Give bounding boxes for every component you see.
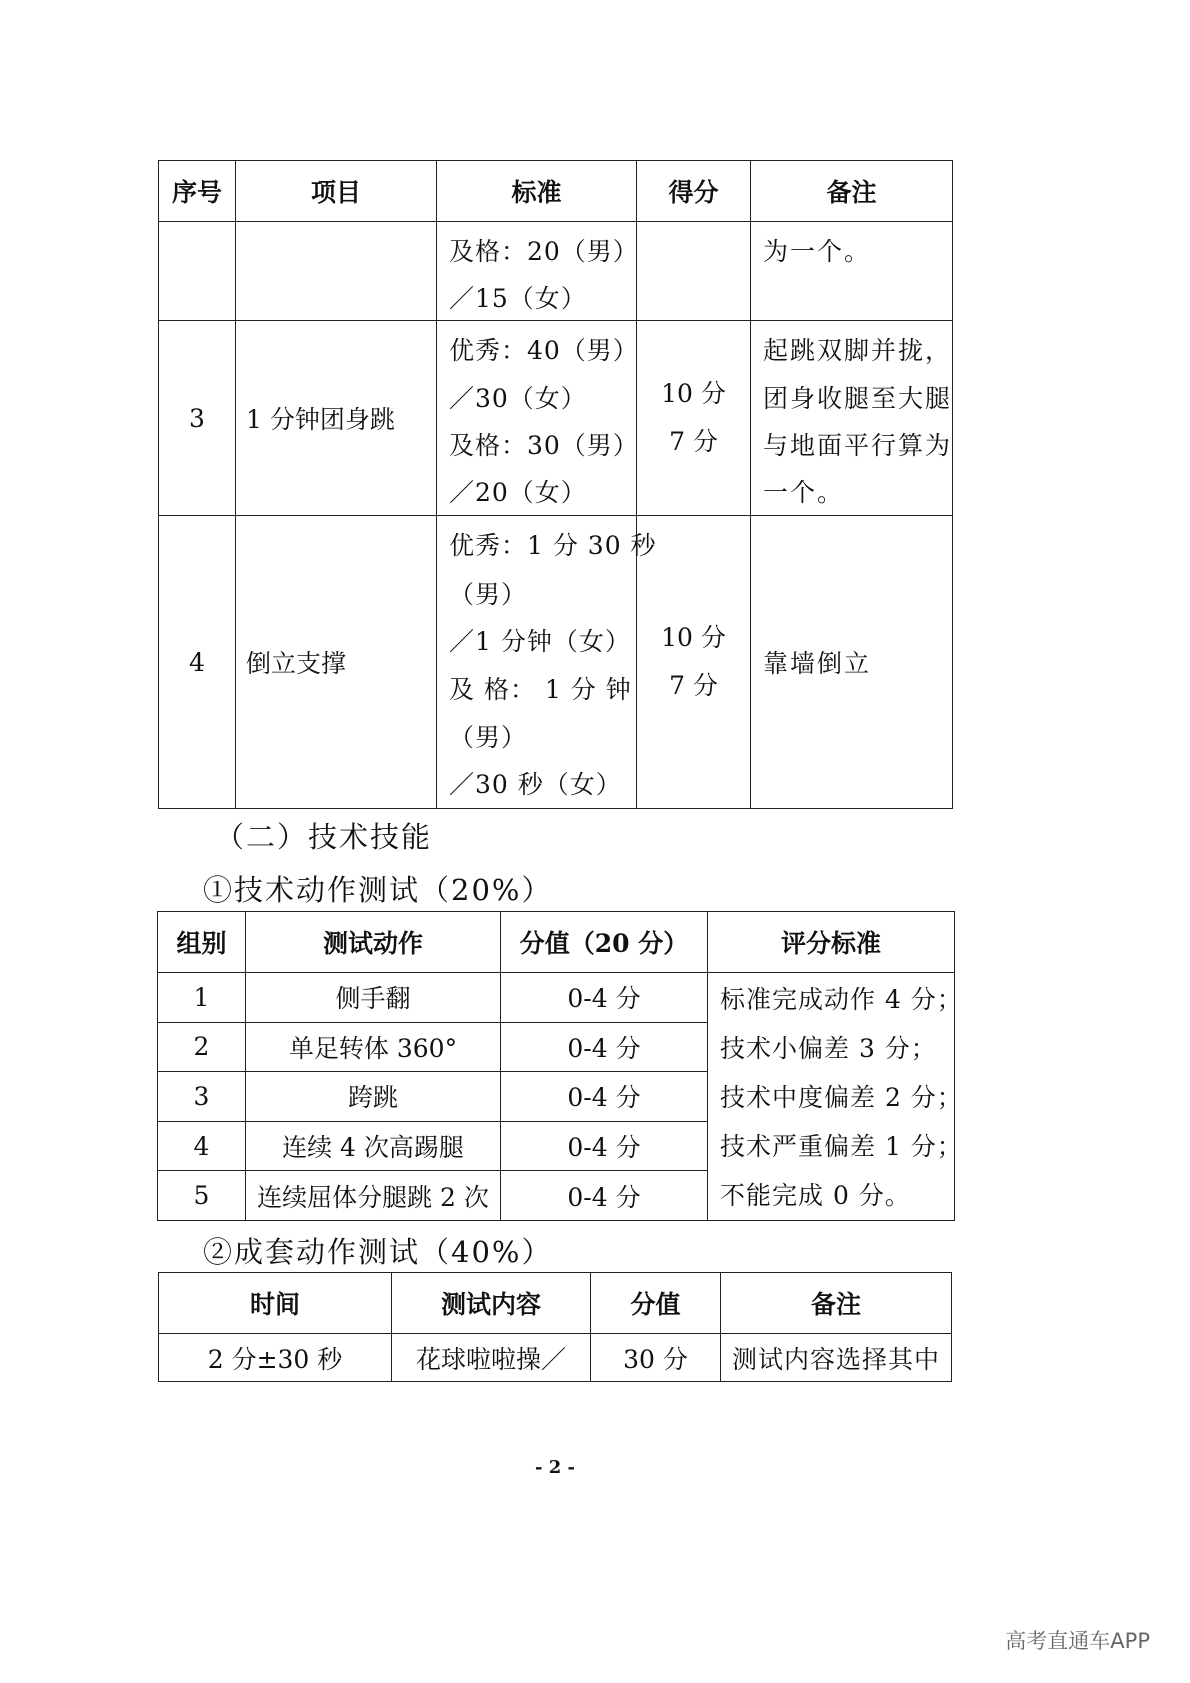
criteria-line: 技术中度偏差 2 分； — [720, 1083, 963, 1112]
row-note — [751, 222, 953, 321]
table-row — [158, 973, 955, 1023]
row-standard — [437, 321, 637, 516]
row-value: 0-4 分 — [501, 1121, 708, 1171]
standard-line: （男） — [449, 580, 528, 609]
standard-line: ／15（女） — [449, 284, 587, 313]
row-action: 连续屈体分腿跳 2 次 — [246, 1171, 501, 1221]
table-row — [159, 321, 953, 516]
subsection-title: ①技术动作测试（20%） — [203, 873, 553, 907]
header-content: 测试内容 — [392, 1273, 591, 1334]
header-standard: 标准 — [437, 161, 637, 222]
technical-actions-table — [157, 911, 963, 1221]
row-time: 2 分±30 秒 — [159, 1334, 392, 1382]
watermark: 高考直通车APP — [1005, 1629, 1150, 1653]
standard-line: ／30（女） — [449, 384, 587, 413]
row-action: 单足转体 360° — [246, 1022, 501, 1072]
criteria-line: 技术严重偏差 1 分； — [720, 1132, 963, 1161]
row-action: 侧手翻 — [246, 973, 501, 1023]
header-note: 备注 — [751, 161, 953, 222]
standard-line: 及格：20（男） — [449, 237, 639, 266]
row-value: 30 分 — [591, 1334, 721, 1382]
standards-table — [158, 160, 953, 809]
standard-line: 及 格： 1 分 钟 — [449, 675, 632, 704]
row-item — [236, 222, 437, 321]
row-standard — [437, 516, 657, 809]
standard-line: ／20（女） — [449, 478, 587, 507]
header-note: 备注 — [721, 1273, 952, 1334]
header-action: 测试动作 — [246, 912, 501, 973]
criteria-line: 不能完成 0 分。 — [720, 1181, 911, 1210]
row-value: 0-4 分 — [501, 1022, 708, 1072]
table-row — [159, 516, 953, 809]
row-note — [751, 516, 953, 809]
table-header-row — [159, 161, 953, 222]
header-item: 项目 — [236, 161, 437, 222]
page-number: - 2 - — [535, 1457, 575, 1478]
header-value: 分值 — [591, 1273, 721, 1334]
row-value: 0-4 分 — [501, 973, 708, 1023]
subsection-title: ②成套动作测试（40%） — [203, 1235, 553, 1269]
row-score — [637, 321, 751, 516]
table-row — [159, 1334, 952, 1382]
standard-line: 优秀：40（男） — [449, 336, 639, 365]
score-line: 10 分 — [661, 379, 726, 408]
row-action: 跨跳 — [246, 1072, 501, 1122]
row-group: 4 — [158, 1121, 246, 1171]
standard-line: ／30 秒（女） — [449, 770, 622, 799]
row-score — [637, 222, 751, 321]
row-value: 0-4 分 — [501, 1171, 708, 1221]
row-no: 3 — [159, 321, 236, 516]
row-no — [159, 222, 236, 321]
header-time: 时间 — [159, 1273, 392, 1334]
note-line: 靠墙倒立 — [763, 649, 872, 678]
header-no: 序号 — [159, 161, 236, 222]
row-group: 2 — [158, 1022, 246, 1072]
header-value: 分值（20 分） — [501, 912, 708, 973]
row-group: 5 — [158, 1171, 246, 1221]
table-row — [159, 222, 953, 321]
note-line: 团身收腿至大腿 — [763, 384, 953, 413]
row-group: 1 — [158, 973, 246, 1023]
row-content: 花球啦啦操／ — [392, 1334, 591, 1382]
row-note: 测试内容选择其中 — [721, 1334, 952, 1382]
score-line: 10 分 — [661, 623, 726, 652]
table-header-row — [158, 912, 955, 973]
note-line: 一个。 — [763, 478, 845, 507]
row-standard — [437, 222, 637, 321]
row-item: 倒立支撑 — [236, 516, 437, 809]
standard-line: 及格：30（男） — [449, 431, 639, 460]
criteria-line: 技术小偏差 3 分； — [720, 1034, 937, 1063]
criteria-line: 标准完成动作 4 分； — [720, 985, 963, 1014]
standard-line: ／1 分钟（女） — [449, 627, 631, 656]
header-score: 得分 — [637, 161, 751, 222]
row-note — [751, 321, 953, 516]
score-line: 7 分 — [669, 427, 718, 456]
note-line: 为一个。 — [763, 237, 872, 266]
row-item: 1 分钟团身跳 — [236, 321, 437, 516]
score-line: 7 分 — [669, 671, 718, 700]
row-action: 连续 4 次高踢腿 — [246, 1121, 501, 1171]
row-value: 0-4 分 — [501, 1072, 708, 1122]
section-title: （二）技术技能 — [215, 820, 433, 854]
note-line: 与地面平行算为 — [763, 431, 953, 460]
criteria-cell — [708, 973, 963, 1221]
row-no: 4 — [159, 516, 236, 809]
header-group: 组别 — [158, 912, 246, 973]
header-criteria: 评分标准 — [708, 912, 955, 973]
routine-table — [158, 1272, 952, 1382]
row-group: 3 — [158, 1072, 246, 1122]
standard-line: 优秀：1 分 30 秒 — [449, 531, 657, 560]
note-line: 起跳双脚并拢， — [763, 336, 953, 365]
standard-line: （男） — [449, 723, 528, 752]
table-header-row — [159, 1273, 952, 1334]
